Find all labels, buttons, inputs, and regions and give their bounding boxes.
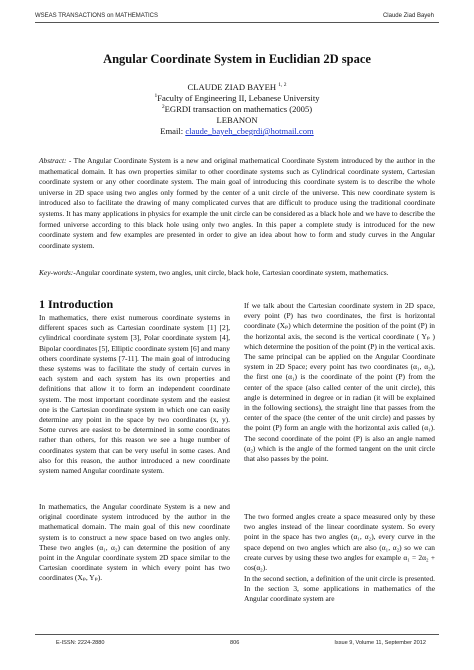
col2-paragraph-3: In the second section, a definition of the unit circle is presented. In the section 3, some applications in mathematics of the Angular coordinate system are bbox=[244, 574, 435, 604]
affiliation-1-superscript: 1 bbox=[154, 93, 158, 100]
section-title: Introduction bbox=[48, 297, 114, 311]
author-email-line bbox=[0, 126, 474, 137]
col2-paragraph-2: The two formed angles create a space measured only by these two angles instead of the linear coordinate system. So every point in the space has two angles (α₁, α₂), every curve in the space depend on two angles which are also (α₁, α₂) so we can create curves by using these two angles for example α₁ = 2α₂ + cos(α₂). bbox=[244, 512, 435, 573]
affiliation-2-text: EGRDI transaction on mathematics (2005) bbox=[164, 104, 313, 114]
keywords-label: Key-words: bbox=[39, 268, 74, 277]
keywords-text: -Angular coordinate system, two angles, unit circle, black hole, Cartesian coordinate system, mathematics. bbox=[73, 268, 389, 277]
affiliation-2-superscript: 2 bbox=[161, 104, 165, 111]
section-number: 1 bbox=[39, 297, 45, 311]
affiliation-1-text: Faculty of Engineering II, Lebanese University bbox=[157, 93, 320, 103]
abstract bbox=[39, 156, 435, 251]
footer-page-number: 806 bbox=[230, 640, 240, 646]
author-name-line bbox=[0, 82, 474, 93]
section-heading-introduction bbox=[39, 297, 113, 312]
footer-rule bbox=[35, 634, 439, 635]
author-email-link[interactable]: claude_bayeh_cbegrdi@hotmail.com bbox=[185, 126, 314, 136]
affiliation-2 bbox=[0, 104, 474, 115]
col1-paragraph-2: In mathematics, the Angular coordinate System is a new and original coordinate system introduced by the author in the mathematical domain. The main goal of this new coordinate system is to construct a new space based on two angles only. These two angles (α₁, α₂) can determine the position of any point in the Angular coordinate system 2D space similar to the Cartesian coordinate system in which every point has two coordinates (Xₚ, Yₚ). bbox=[39, 502, 230, 583]
col1-paragraph-1: In mathematics, there exist numerous coordinate systems in different spaces such as Cartesian coordinate system [1] [2], cylindrical coordinate system [3], Polar coordinate system [4], Bipolar coordinates [5], Elliptic coordinate system [6] and many others coordinate systems [7-11]. The main goal of introducing these systems was to facilitate the study of certain curves in each system and each system has its own properties and definitions that allow it to form an independent coordinate system. The most important coordinate system and the easiest one is the Cartesian coordinate system in which one can easily determine any point in the space by two coordinates (x, y). Some curves are easiest to be determined in some coordinates rather than others, for this reason we see a huge number of coordinates system that can be very useful in some cases. And also for this reason, the author introduced a new coordinate system named Angular coordinate system. bbox=[39, 313, 230, 476]
running-header-author: Claude Ziad Bayeh bbox=[382, 13, 434, 19]
author-country: LEBANON bbox=[216, 115, 258, 125]
running-header-journal: WSEAS TRANSACTIONS on MATHEMATICS bbox=[35, 13, 159, 19]
keywords bbox=[39, 268, 435, 279]
header-rule bbox=[35, 22, 439, 23]
affiliation-1 bbox=[0, 93, 474, 104]
author-name: CLAUDE ZIAD BAYEH bbox=[187, 82, 277, 92]
email-label: Email: bbox=[160, 126, 186, 136]
footer-issue: Issue 9, Volume 11, September 2012 bbox=[334, 640, 426, 646]
author-superscript: 1, 2 bbox=[278, 82, 287, 89]
abstract-text: - The Angular Coordinate System is a new and original mathematical Coordinate System introduced by the author in the mathematical domain. It has own properties similar to other coordinate systems such as Cylindrical coordinate system, Cartesian coordinate system or any other coordinate system. The main goal of introducing this coordinate system is to describe the whole universe in 2D space using two angles only formed by the center of a unit circle of the universe. This new coordinate system is introduced also to facilitate the drawing of many complicated curves that are difficult to produce using the traditional coordinate systems. It has many applications in physics for example the unit circle can be considered as a black hole and we have to describe the formed universe according to this black hole using only two angles. In this paper a complete study is introduced for the new coordinate system and few examples are presented in order to give an idea about how to form and study curves in the Angular coordinate system. bbox=[39, 156, 435, 250]
col2-paragraph-1: If we talk about the Cartesian coordinate system in 2D space, every point (P) has two coordinates, the first is horizontal coordinate (Xₚ) which determine the position of the point (P) in the horizontal axis, the second is the vertical coordinate ( Yₚ ) which determine the position of the point (P) in the vertical axis. The same principal can be applied on the Angular Coordinate system in 2D Space; every point has two coordinates (α₁, α₂), the first one (α₁) is the coordinate of the point (P) from the center of the space (also called center of the unit circle), this angle is determined in degree or in radian (it will be explained in the following sections), the straight line that passes from the center of the space (the center of the unit circle) and passes by the point (P) form an angle with the horizontal axis called (α₁). The second coordinate of the point (P) is also an angle named (α₂) which is the angle of the formed tangent on the unit circle that also passes by the point. bbox=[244, 301, 435, 464]
footer-issn: E-ISSN: 2224-2880 bbox=[56, 640, 105, 646]
paper-title: Angular Coordinate System in Euclidian 2D space bbox=[103, 52, 371, 66]
abstract-label: Abstract: bbox=[39, 156, 67, 165]
